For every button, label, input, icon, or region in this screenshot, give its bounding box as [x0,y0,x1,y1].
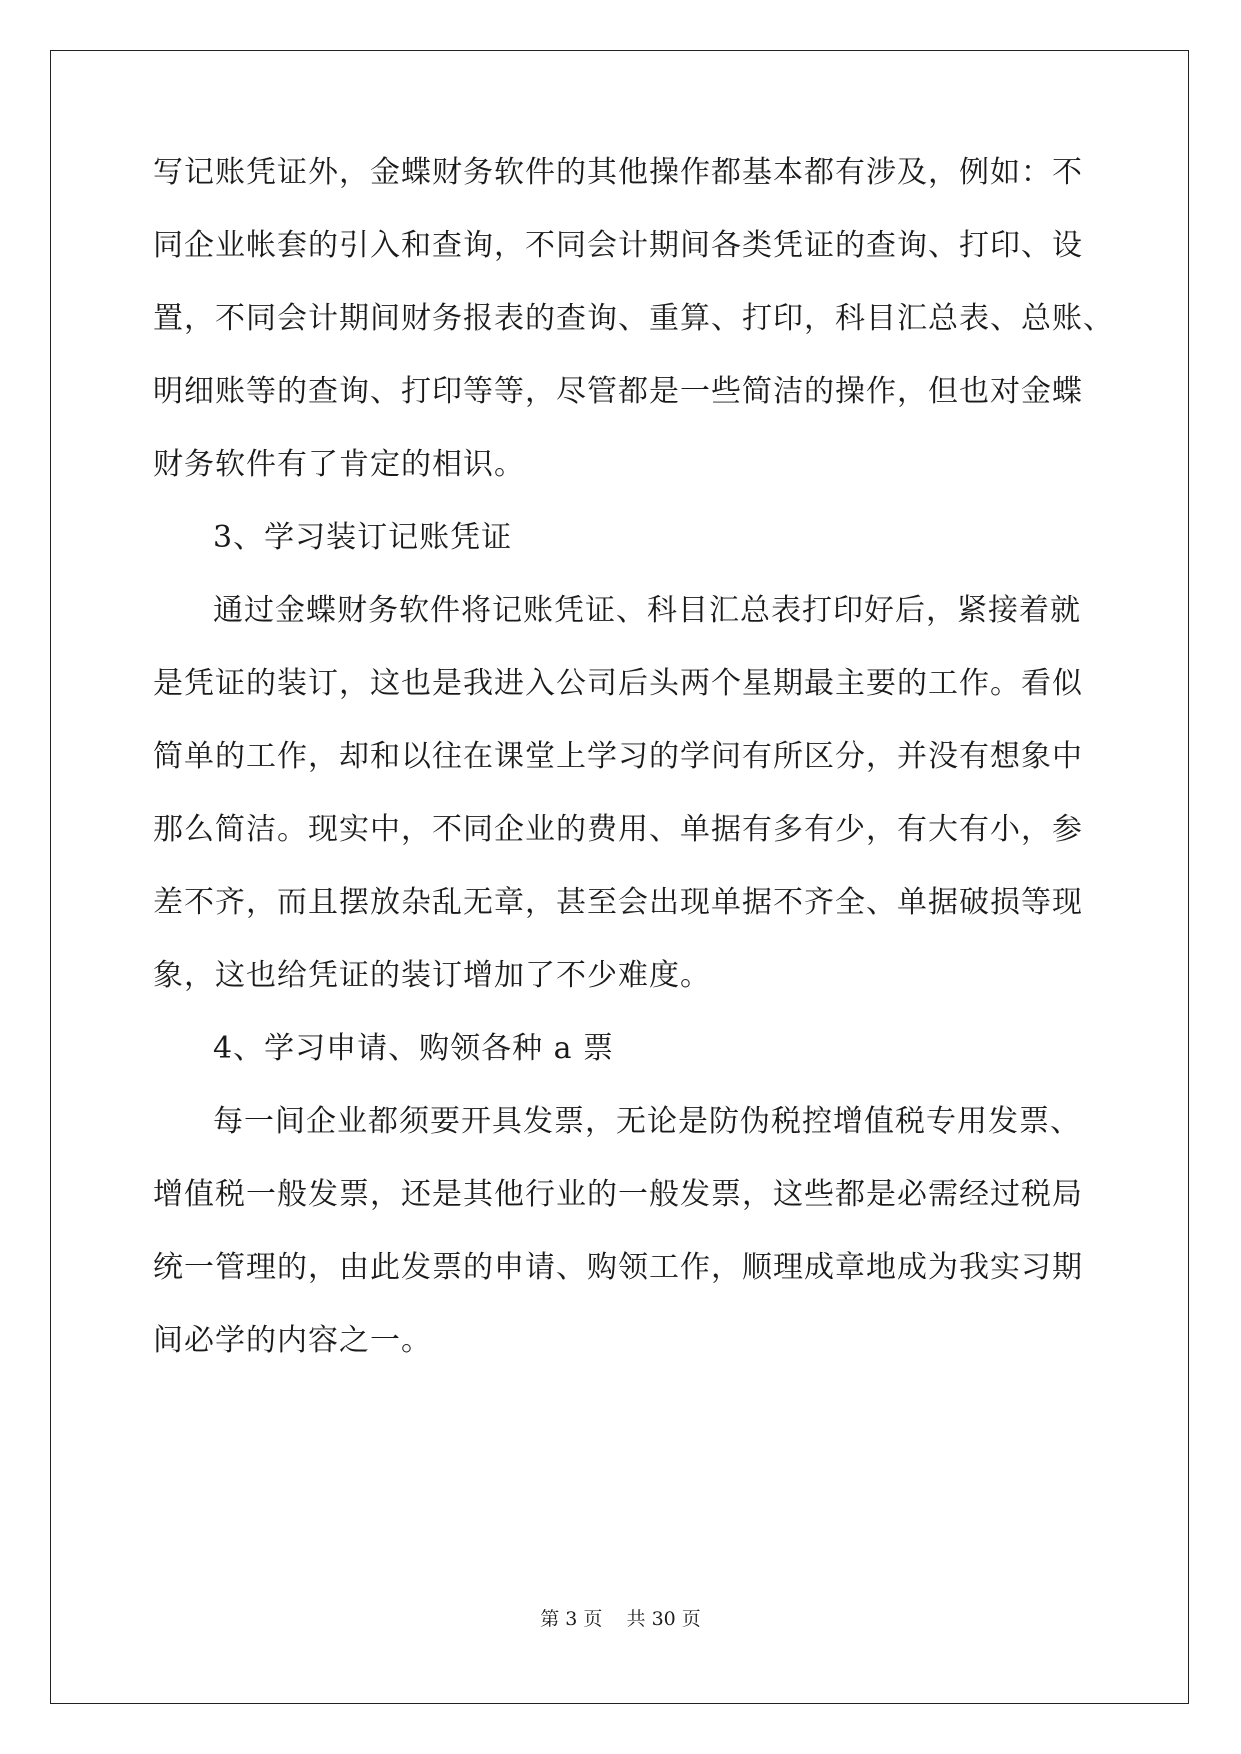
paragraph-line: 每一间企业都须要开具发票，无论是防伪税控增值税专用发票、 [213,1104,1081,1139]
section-heading: 4、学习申请、购领各种 a 票 [213,1031,615,1066]
paragraph-line: 同企业帐套的引入和查询，不同会计期间各类凭证的查询、打印、设 [153,228,1083,263]
paragraph-line: 置，不同会计期间财务报表的查询、重算、打印，科目汇总表、总账、 [153,301,1114,336]
paragraph-line: 统一管理的，由此发票的申请、购领工作，顺理成章地成为我实习期 [153,1250,1083,1285]
paragraph-line: 间必学的内容之一。 [153,1323,432,1358]
page-number-footer: 第 3 页 共 30 页 [540,1608,701,1630]
paragraph-line: 通过金蝶财务软件将记账凭证、科目汇总表打印好后，紧接着就 [213,593,1081,628]
paragraph-line: 增值税一般发票，还是其他行业的一般发票，这些都是必需经过税局 [153,1177,1083,1212]
paragraph-line: 象，这也给凭证的装订增加了不少难度。 [153,958,711,993]
paragraph-line: 那么简洁。现实中，不同企业的费用、单据有多有少，有大有小，参 [153,812,1083,847]
paragraph-line: 是凭证的装订，这也是我进入公司后头两个星期最主要的工作。看似 [153,666,1083,701]
paragraph-line: 写记账凭证外，金蝶财务软件的其他操作都基本都有涉及，例如：不 [153,155,1083,190]
paragraph-line: 简单的工作，却和以往在课堂上学习的学问有所区分，并没有想象中 [153,739,1083,774]
paragraph-line: 财务软件有了肯定的相识。 [153,447,525,482]
section-heading: 3、学习装订记账凭证 [213,520,513,555]
paragraph-line: 差不齐，而且摆放杂乱无章，甚至会出现单据不齐全、单据破损等现 [153,885,1083,920]
paragraph-line: 明细账等的查询、打印等等，尽管都是一些简洁的操作，但也对金蝶 [153,374,1083,409]
